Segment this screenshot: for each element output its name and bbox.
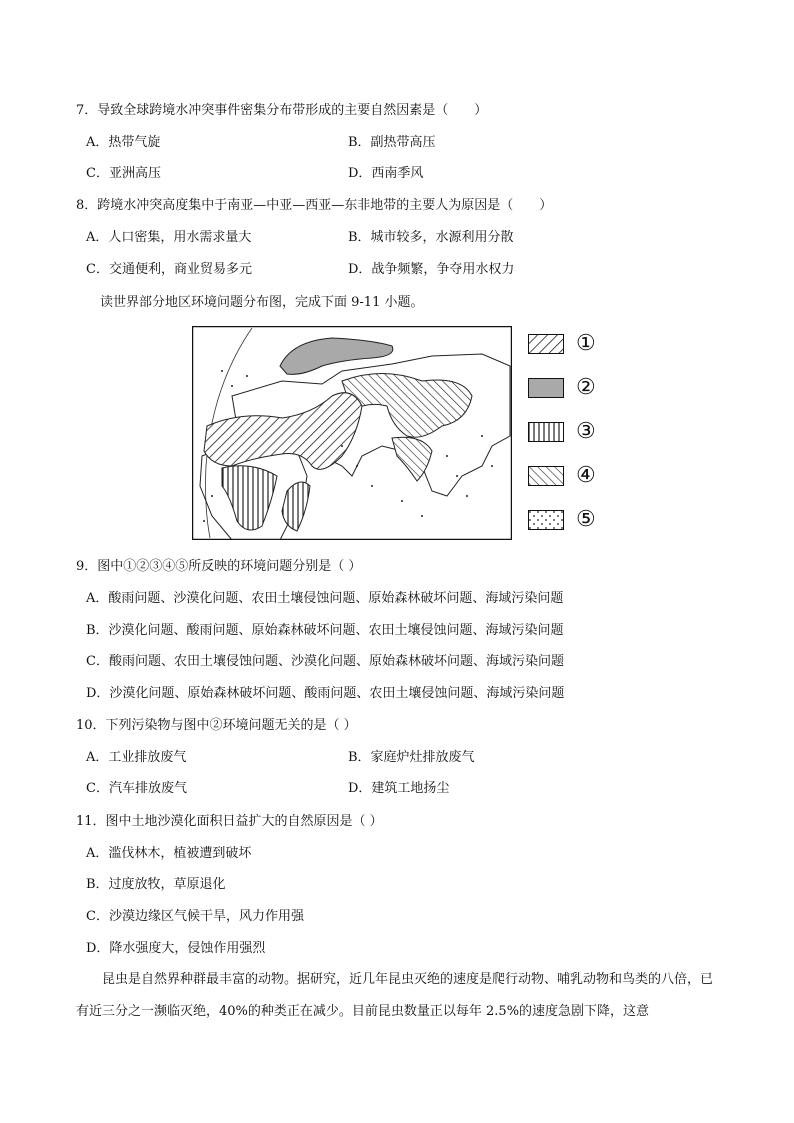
legend-item-4	[528, 462, 608, 492]
legend-swatch-grey	[528, 378, 564, 398]
q8-option-a: A．人口密集，用水需求量大	[86, 230, 252, 245]
legend-swatch-diagonal	[528, 334, 564, 354]
q8-option-c: C．交通便利，商业贸易多元	[86, 262, 252, 277]
q8-option-d: D．战争频繁，争夺用水权力	[348, 262, 515, 277]
legend-label-4: ④	[576, 463, 596, 488]
environment-problem-map	[192, 326, 512, 540]
q11-option-a: A．滥伐林木，植被遭到破坏	[86, 846, 252, 861]
q9-option-c: C．酸雨问题、农田土壤侵蚀问题、沙漠化问题、原始森林破坏问题、海域污染问题	[86, 654, 564, 669]
q9-option-b: B．沙漠化问题、酸雨问题、原始森林破坏问题、农田土壤侵蚀问题、海域污染问题	[86, 623, 564, 638]
legend-label-2: ②	[576, 375, 596, 400]
q8-option-b: B．城市较多，水源利用分散	[348, 230, 514, 245]
q9-option-d: D．沙漠化问题、原始森林破坏问题、酸雨问题、农田土壤侵蚀问题、海域污染问题	[86, 686, 565, 701]
q10-option-a: A．工业排放废气	[86, 750, 187, 765]
reading-passage: 昆虫是自然界种群最丰富的动物。据研究，近几年昆虫灭绝的速度是爬行动物、哺乳动物和鸟类的八倍，已有近三分之一濒临灭绝，40%的种类正在减少。目前昆虫数量正以每年 2.5%的速度急剧下降，这意	[76, 972, 714, 1019]
map-intro: 读世界部分地区环境问题分布图，完成下面 9-11 小题。	[100, 295, 424, 310]
q10-option-b: B．家庭炉灶排放废气	[348, 750, 475, 765]
question-7-stem: 7．导致全球跨境水冲突事件密集分布带形成的主要自然因素是（ ）	[76, 103, 488, 118]
q11-option-b: B．过度放牧，草原退化	[86, 877, 226, 892]
question-8-stem: 8．跨境水冲突高度集中于南亚—中亚—西亚—东非地带的主要人为原因是（ ）	[76, 198, 553, 213]
question-9-stem: 9．图中①②③④⑤所反映的环境问题分别是（ ）	[76, 559, 362, 574]
q11-option-c: C．沙漠边缘区气候干旱，风力作用强	[86, 909, 304, 924]
legend-label-3: ③	[576, 419, 596, 444]
q9-option-a: A．酸雨问题、沙漠化问题、农田土壤侵蚀问题、原始森林破坏问题、海域污染问题	[86, 591, 564, 606]
q11-option-d: D．降水强度大，侵蚀作用强烈	[86, 941, 266, 956]
legend-swatch-backslash	[528, 466, 564, 486]
legend-item-3	[528, 418, 608, 448]
q7-option-b: B．副热带高压	[348, 135, 436, 150]
q7-option-a: A．热带气旋	[86, 135, 161, 150]
map-legend	[528, 330, 608, 530]
legend-item-5	[528, 506, 608, 536]
q10-option-d: D．建筑工地扬尘	[348, 781, 450, 796]
legend-label-1: ①	[576, 331, 596, 356]
question-11-stem: 11．图中土地沙漠化面积日益扩大的自然原因是（ ）	[76, 814, 383, 829]
q7-option-d: D．西南季风	[348, 166, 424, 181]
q10-option-c: C．汽车排放废气	[86, 781, 187, 796]
legend-swatch-dots	[528, 510, 564, 530]
legend-swatch-vertical	[528, 422, 564, 442]
legend-item-1	[528, 330, 608, 360]
q7-option-c: C．亚洲高压	[86, 166, 161, 181]
question-10-stem: 10．下列污染物与图中②环境问题无关的是（ ）	[76, 718, 357, 733]
legend-item-2	[528, 374, 608, 404]
legend-label-5: ⑤	[576, 507, 596, 532]
